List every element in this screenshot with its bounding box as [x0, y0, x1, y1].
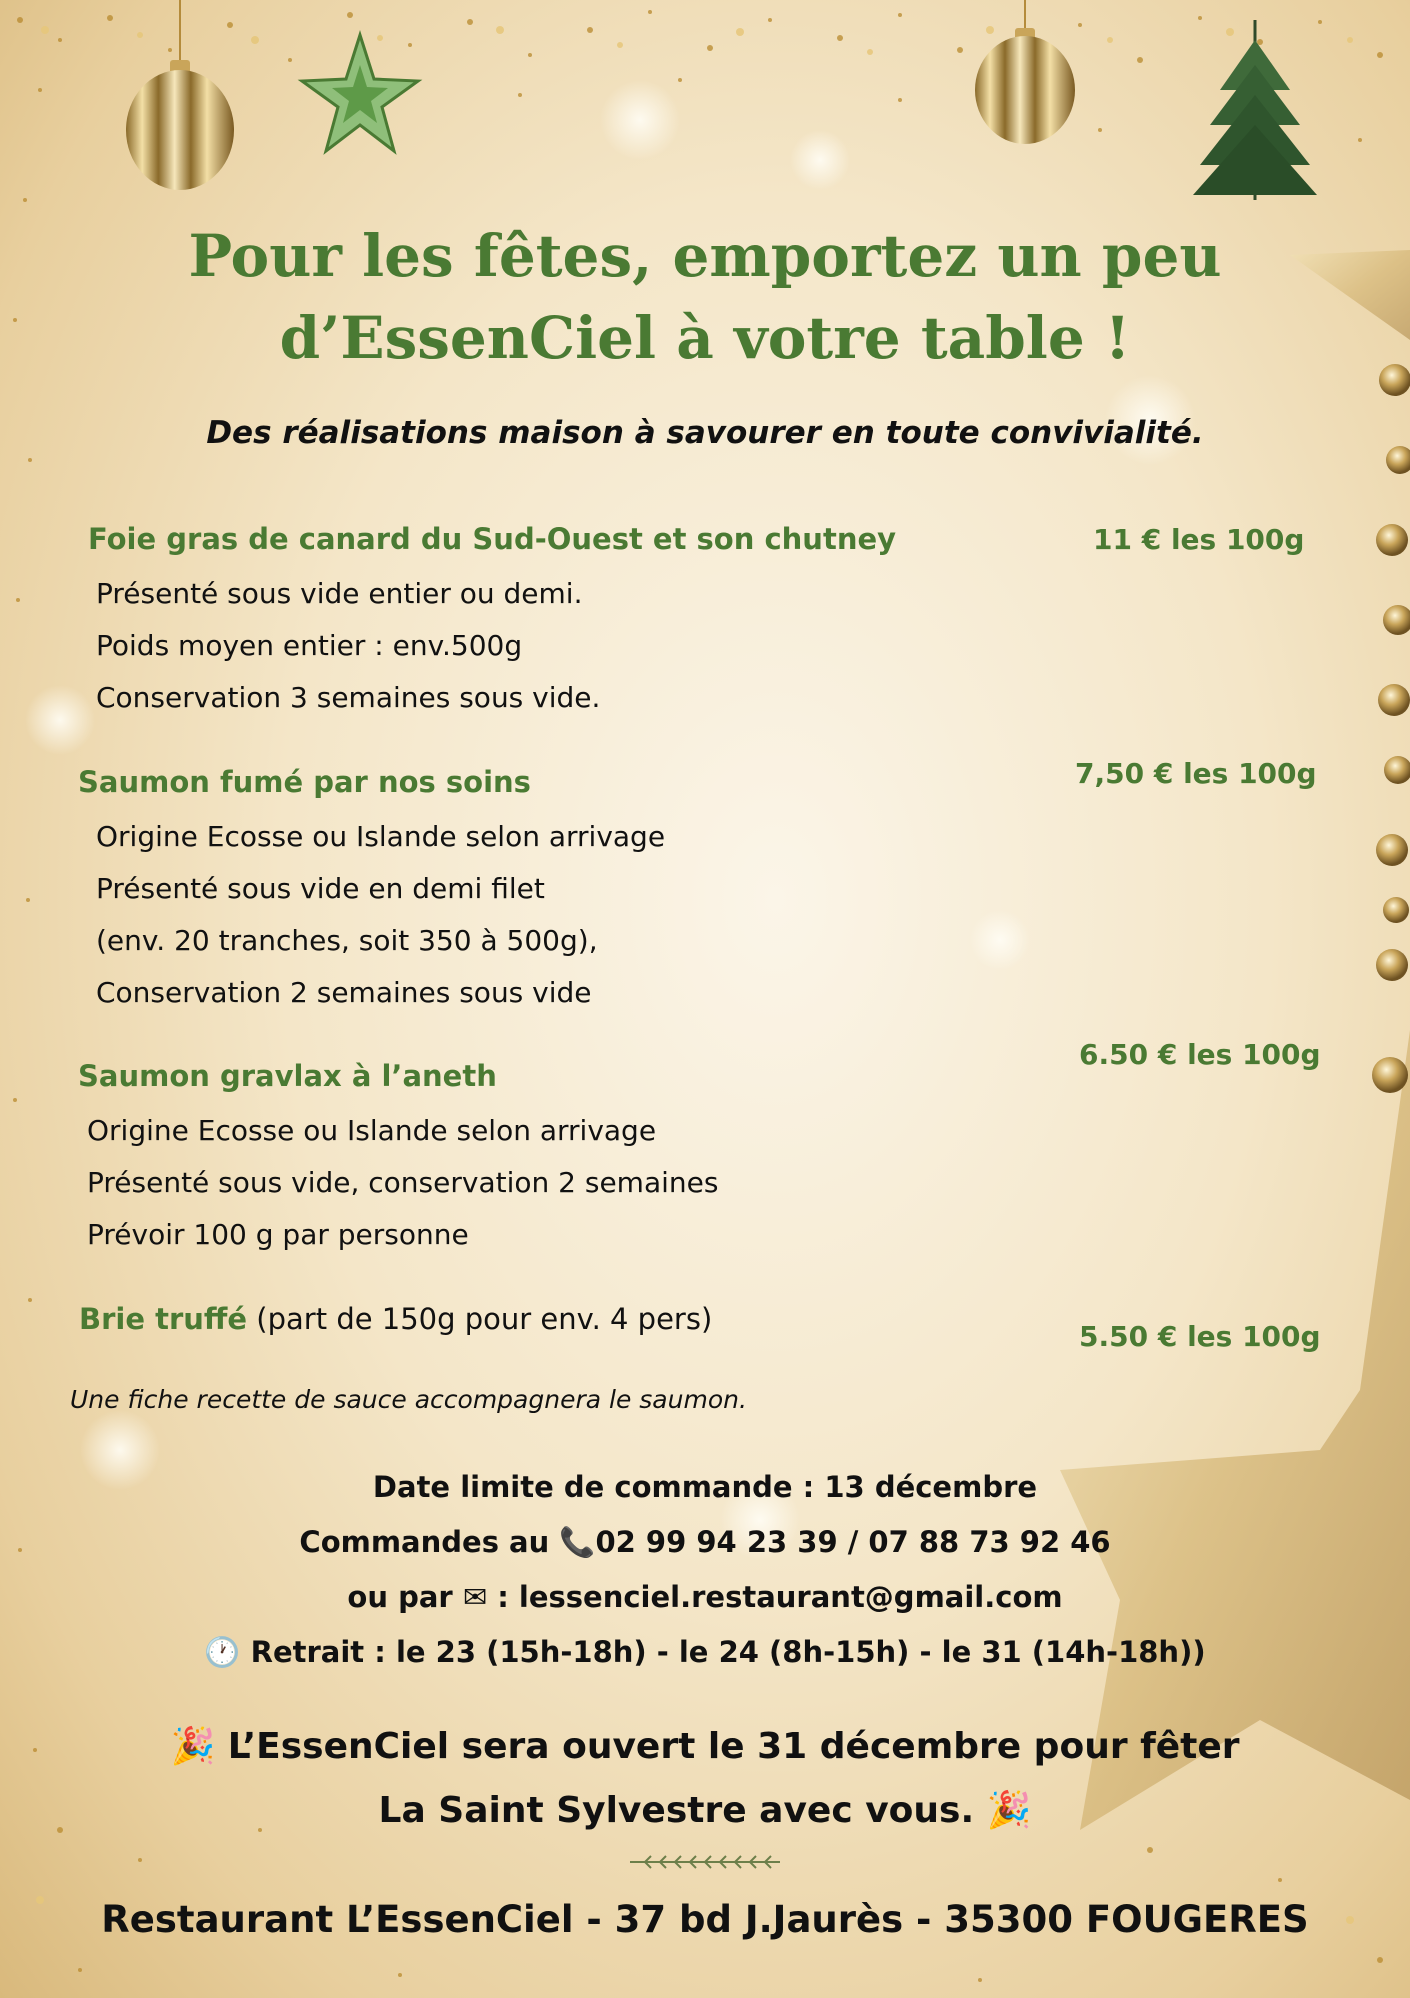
item-name-foie-gras: Foie gras de canard du Sud-Ouest et son chutney: [88, 522, 897, 556]
detail-line: Origine Ecosse ou Islande selon arrivage: [87, 1114, 657, 1147]
new-year-announcement: [0, 1715, 1410, 1843]
detail-line: Présenté sous vide entier ou demi.: [96, 577, 583, 610]
star-decoration: [1060, 1030, 1410, 1830]
page-title: [0, 215, 1410, 379]
party-popper-icon: 🎉: [170, 1726, 216, 1767]
footer-address: Restaurant L’EssenCiel - 37 bd J.Jaurès - 35300 FOUGERES: [101, 1898, 1309, 1941]
order-email-line: [0, 1570, 1410, 1625]
fir-tree-ornament: [1193, 20, 1317, 200]
subtitle: Des réalisations maison à savourer en toute convivialité.: [206, 415, 1204, 451]
title-line-1: Pour les fêtes, emportez un peu: [188, 222, 1222, 290]
order-info: [0, 1460, 1410, 1680]
item-brie: [79, 1302, 712, 1336]
envelope-icon: ✉: [462, 1580, 488, 1614]
clock-icon: 🕐: [204, 1635, 241, 1669]
item-details-saumon-gravlax: [87, 1105, 718, 1261]
detail-line: (env. 20 tranches, soit 350 à 500g),: [96, 924, 598, 957]
detail-line: Poids moyen entier : env.500g: [96, 629, 523, 662]
item-price-saumon-gravlax: 6.50 € les 100g: [1079, 1038, 1321, 1071]
detail-line: Prévoir 100 g par personne: [87, 1218, 469, 1251]
leaf-divider: [630, 1856, 780, 1868]
order-phone-prefix: Commandes au: [299, 1525, 560, 1559]
item-note-brie: (part de 150g pour env. 4 pers): [247, 1302, 713, 1336]
order-phone-line: [0, 1515, 1410, 1570]
announcement-line-2: [0, 1779, 1410, 1843]
pickup-times: Retrait : le 23 (15h-18h) - le 24 (8h-15h) - le 31 (14h-18h)): [240, 1635, 1206, 1669]
item-name-saumon-fume: Saumon fumé par nos soins: [78, 765, 531, 799]
telephone-receiver-icon: 📞: [559, 1525, 596, 1559]
item-price-brie: 5.50 € les 100g: [1079, 1320, 1321, 1353]
order-email: : lessenciel.restaurant@gmail.com: [487, 1580, 1063, 1614]
announcement-text-2: La Saint Sylvestre avec vous.: [378, 1790, 987, 1831]
ornament-ball-left: [126, 0, 234, 190]
order-phones: 02 99 94 23 39 / 07 88 73 92 46: [595, 1525, 1111, 1559]
ornament-ball-right: [975, 0, 1075, 144]
bead-garland: [1372, 364, 1410, 1093]
order-deadline: Date limite de commande : 13 décembre: [372, 1470, 1038, 1504]
detail-line: Conservation 2 semaines sous vide: [96, 976, 592, 1009]
item-price-foie-gras: 11 € les 100g: [1093, 523, 1305, 556]
green-star-ornament: [302, 35, 418, 151]
detail-line: Conservation 3 semaines sous vide.: [96, 681, 601, 714]
item-name-saumon-gravlax: Saumon gravlax à l’aneth: [78, 1059, 497, 1093]
order-email-prefix: ou par: [347, 1580, 463, 1614]
pickup-line: [0, 1625, 1410, 1680]
recipe-note: Une fiche recette de sauce accompagnera le saumon.: [70, 1385, 747, 1414]
announcement-line-1: [0, 1715, 1410, 1779]
item-price-saumon-fume: 7,50 € les 100g: [1075, 757, 1317, 790]
title-line-2: d’EssenCiel à votre table !: [279, 304, 1131, 372]
detail-line: Présenté sous vide, conservation 2 semaines: [87, 1166, 719, 1199]
item-details-foie-gras: [96, 568, 600, 724]
item-name-brie: Brie truffé: [79, 1302, 248, 1336]
party-popper-icon: 🎉: [986, 1790, 1032, 1831]
item-details-saumon-fume: [96, 811, 665, 1019]
detail-line: Origine Ecosse ou Islande selon arrivage: [96, 820, 666, 853]
detail-line: Présenté sous vide en demi filet: [96, 872, 545, 905]
announcement-text-1: L’EssenCiel sera ouvert le 31 décembre pour fêter: [215, 1726, 1240, 1767]
